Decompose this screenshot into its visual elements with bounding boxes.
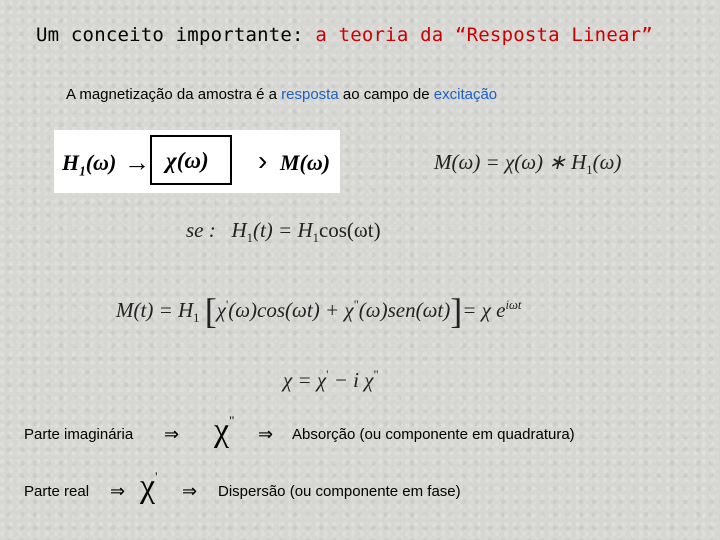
conv-rhs: (ω)	[592, 150, 622, 174]
slide-title	[36, 24, 653, 46]
condition-equation	[186, 218, 381, 246]
diagram-input-symbol: H	[62, 150, 80, 175]
conv-lhs: M(ω) = χ(ω) ∗ H	[434, 150, 587, 174]
real-implies: ⇒	[110, 481, 126, 501]
real-symbol	[140, 468, 157, 506]
diagram-arrow: →	[124, 147, 150, 177]
resp-open-bracket: [	[204, 291, 217, 331]
real-label: Parte real	[24, 483, 90, 500]
resp-exp: iωt	[505, 298, 522, 312]
cond-b-sub: 1	[312, 231, 319, 246]
cond-label: se :	[186, 218, 216, 242]
response-equation	[116, 290, 521, 332]
chi-def-p2: "	[373, 368, 379, 382]
imag-symbol	[214, 412, 234, 450]
diagram-output-arrow: ›	[258, 145, 268, 176]
real-text: Dispersão (ou componente em fase)	[218, 483, 461, 500]
real-prime: '	[155, 469, 158, 484]
diagram-input-arg: (ω)	[85, 150, 117, 175]
resp-lhs-sub: 1	[193, 311, 200, 326]
intro-word-response: resposta	[281, 86, 339, 103]
resp-term1-rest: (ω)cos(ωt) + χ	[228, 298, 354, 322]
intro-part2: ao campo de	[342, 86, 430, 103]
intro-part1: A magnetização da amostra é a	[66, 86, 277, 103]
chi-def-p1: '	[326, 368, 329, 382]
cond-b: (t) = H	[252, 218, 313, 242]
resp-close-bracket: ]	[450, 291, 463, 331]
diagram-output: M(ω)	[280, 150, 331, 175]
real-chi: χ	[140, 468, 156, 505]
resp-term2-prime: "	[353, 298, 359, 312]
resp-term1-prime: '	[225, 298, 229, 312]
real-implies2: ⇒	[182, 481, 198, 501]
convolution-equation	[434, 150, 621, 178]
chi-definition	[283, 368, 379, 393]
resp-lhs: M(t) = H	[116, 298, 194, 322]
cond-a-sub: 1	[246, 231, 253, 246]
intro-word-excitation: excitação	[433, 86, 498, 103]
cond-a: H	[231, 218, 247, 242]
cond-c: cos(ωt)	[318, 218, 381, 242]
diagram-input	[62, 150, 116, 179]
imag-text: Absorção (ou componente em quadratura)	[292, 426, 575, 443]
chi-def-lhs: χ = χ	[283, 368, 327, 392]
imag-prime: "	[229, 413, 235, 428]
conv-sub: 1	[586, 163, 593, 178]
imag-chi: χ	[214, 412, 230, 449]
diagram-input-sub: 1	[79, 163, 86, 179]
chi-def-mid: − i χ	[328, 368, 374, 392]
title-prefix: Um conceito importante:	[36, 24, 304, 46]
imag-implies2: ⇒	[258, 424, 274, 444]
resp-eq: = χ e	[462, 298, 506, 322]
intro-text	[66, 86, 497, 103]
imag-label: Parte imaginária	[24, 426, 134, 443]
diagram-system: χ(ω)	[166, 148, 209, 173]
resp-term2-rest: (ω)sen(ωt)	[358, 298, 451, 322]
title-highlight: a teoria da “Resposta Linear”	[315, 24, 653, 46]
resp-term1: χ	[216, 298, 226, 322]
imag-implies: ⇒	[164, 424, 180, 444]
